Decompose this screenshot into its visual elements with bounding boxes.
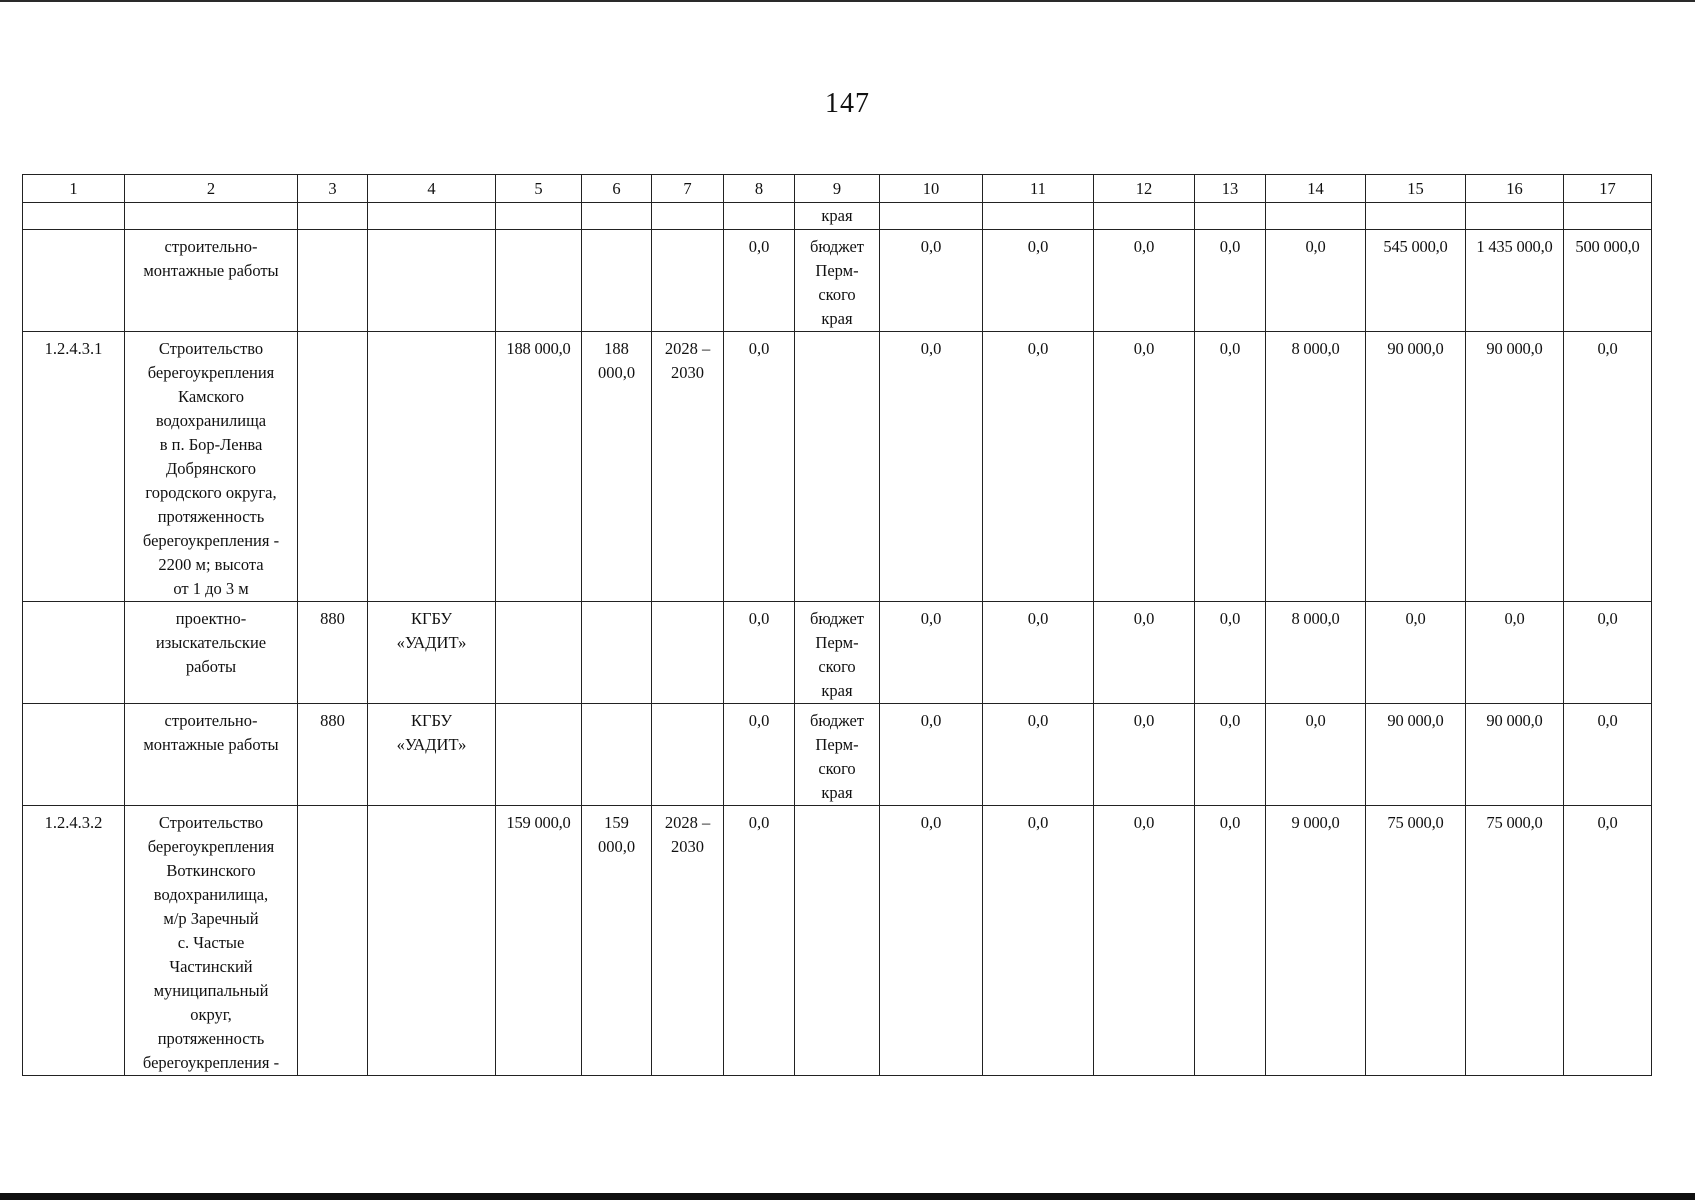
cell-line: монтажные работы (143, 261, 279, 280)
table-row (23, 230, 1652, 332)
table-cell-col-9 (795, 806, 880, 1076)
cell-line: КГБУ (410, 609, 453, 628)
table-row (23, 806, 1652, 1076)
table-cell-col-9 (795, 332, 880, 602)
cell-line: ского (818, 657, 856, 676)
table-cell-col-17: 0,0 (1564, 332, 1652, 602)
header-cell-6: 6 (582, 175, 652, 203)
cell-line: округ, (190, 1005, 232, 1024)
cell-line: берегоукрепления (147, 837, 275, 856)
scan-edge-top (0, 0, 1695, 2)
scan-edge-bottom (0, 1193, 1695, 1200)
table-cell-col-5: 159 000,0 (496, 806, 582, 1076)
budget-table (22, 174, 1652, 1076)
table-cell-col-15: 0,0 (1366, 602, 1466, 704)
cell-line: 000,0 (597, 837, 636, 856)
table-cell-col-6 (582, 332, 652, 602)
cell-line: 2030 (671, 363, 704, 382)
cell-line: м/р Заречный (163, 909, 259, 928)
table-cell-col-16: 75 000,0 (1466, 806, 1564, 1076)
table-cell-col-3: 880 (298, 704, 368, 806)
cell-line: ского (818, 759, 856, 778)
table-cell-col-7 (652, 230, 724, 332)
table-cell-col-8: 0,0 (724, 806, 795, 1076)
cell-line: Добрянского (166, 459, 256, 478)
table-cell-col-4 (368, 332, 496, 602)
cell-line: края (821, 309, 853, 328)
cell-line: 2030 (671, 837, 704, 856)
cell-line: 159 (604, 813, 629, 832)
cell-line: берегоукрепления - (142, 1053, 280, 1072)
table-cell-col-17: 0,0 (1564, 602, 1652, 704)
table-cell-col-8: 0,0 (724, 602, 795, 704)
table-cell-col-16: 0,0 (1466, 602, 1564, 704)
header-cell-7: 7 (652, 175, 724, 203)
continuation-source-cell: края (795, 203, 880, 230)
table-cell-col-11: 0,0 (983, 704, 1094, 806)
table-cell-col-3 (298, 332, 368, 602)
table-cell-col-3: 880 (298, 602, 368, 704)
cell-line: водохранилища (155, 411, 267, 430)
table-cell-col-11: 0,0 (983, 230, 1094, 332)
table-cell-col-13: 0,0 (1195, 230, 1266, 332)
cell-line: Строительство (158, 813, 264, 832)
header-row (23, 175, 1652, 203)
cell-line: строительно- (164, 237, 258, 256)
table-cell-col-2 (125, 704, 298, 806)
table-cell-col-2 (125, 806, 298, 1076)
table-cell-col-11: 0,0 (983, 332, 1094, 602)
header-cell-5: 5 (496, 175, 582, 203)
cell-line: Частинский (169, 957, 253, 976)
cell-line: 2200 м; высота (158, 555, 264, 574)
header-cell-13: 13 (1195, 175, 1266, 203)
cell-line: проектно- (175, 609, 247, 628)
table-cell-col-4 (368, 704, 496, 806)
table-body (23, 230, 1652, 1076)
cell-line: изыскательские (155, 633, 267, 652)
table-cell-col-12: 0,0 (1094, 704, 1195, 806)
table-cell-col-12: 0,0 (1094, 230, 1195, 332)
cell-line: с. Частые (177, 933, 245, 952)
table-cell-col-6 (582, 230, 652, 332)
table-cell-col-12: 0,0 (1094, 602, 1195, 704)
table-cell-col-4 (368, 230, 496, 332)
header-cell-9: 9 (795, 175, 880, 203)
header-cell-3: 3 (298, 175, 368, 203)
table-cell-col-1 (23, 602, 125, 704)
table-cell-col-15: 75 000,0 (1366, 806, 1466, 1076)
table-cell-col-7 (652, 704, 724, 806)
table-cell-col-7 (652, 602, 724, 704)
cell-line: строительно- (164, 711, 258, 730)
table-cell-col-6 (582, 602, 652, 704)
cell-line: бюджет (810, 609, 864, 628)
table-cell-col-14: 0,0 (1266, 704, 1366, 806)
table-cell-col-11: 0,0 (983, 602, 1094, 704)
header-cell-15: 15 (1366, 175, 1466, 203)
cell-line: протяженность (157, 1029, 265, 1048)
table-cell-col-5 (496, 602, 582, 704)
table-cell-col-10: 0,0 (880, 230, 983, 332)
table-cell-col-3 (298, 230, 368, 332)
table-cell-col-15: 545 000,0 (1366, 230, 1466, 332)
table-cell-col-16: 90 000,0 (1466, 704, 1564, 806)
table-cell-col-10: 0,0 (880, 704, 983, 806)
table-row (23, 704, 1652, 806)
table-cell-col-10: 0,0 (880, 806, 983, 1076)
table-cell-col-2 (125, 230, 298, 332)
table-cell-col-7 (652, 806, 724, 1076)
table-cell-col-13: 0,0 (1195, 806, 1266, 1076)
header-cell-16: 16 (1466, 175, 1564, 203)
table-cell-col-8: 0,0 (724, 230, 795, 332)
table-cell-col-14: 8 000,0 (1266, 332, 1366, 602)
cell-line: берегоукрепления (147, 363, 275, 382)
table-cell-col-11: 0,0 (983, 806, 1094, 1076)
table-cell-col-2 (125, 602, 298, 704)
cell-line: Перм- (815, 735, 859, 754)
cell-line: Камского (178, 387, 244, 406)
table-cell-col-17: 0,0 (1564, 806, 1652, 1076)
table-cell-col-16: 90 000,0 (1466, 332, 1564, 602)
table-cell-col-2 (125, 332, 298, 602)
table-cell-col-13: 0,0 (1195, 602, 1266, 704)
header-cell-4: 4 (368, 175, 496, 203)
header-cell-8: 8 (724, 175, 795, 203)
table-cell-col-15: 90 000,0 (1366, 332, 1466, 602)
header-cell-2: 2 (125, 175, 298, 203)
cell-line: 2028 – (664, 813, 711, 832)
cell-line: от 1 до 3 м (173, 579, 249, 598)
cell-line: 000,0 (597, 363, 636, 382)
cell-line: берегоукрепления - (142, 531, 280, 550)
table-cell-col-9 (795, 602, 880, 704)
cell-line: края (821, 783, 853, 802)
table-cell-col-5 (496, 230, 582, 332)
table-cell-col-8: 0,0 (724, 332, 795, 602)
table-cell-col-17: 0,0 (1564, 704, 1652, 806)
continuation-row (23, 203, 1652, 230)
table-cell-col-13: 0,0 (1195, 704, 1266, 806)
header-cell-17: 17 (1564, 175, 1652, 203)
header-cell-10: 10 (880, 175, 983, 203)
cell-line: 2028 – (664, 339, 711, 358)
table-cell-col-5 (496, 704, 582, 806)
header-cell-11: 11 (983, 175, 1094, 203)
table-cell-col-9 (795, 704, 880, 806)
cell-line: 188 (604, 339, 629, 358)
table-cell-col-10: 0,0 (880, 602, 983, 704)
page-number: 147 (825, 88, 870, 119)
cell-line: городского округа, (145, 483, 277, 502)
table-cell-col-12: 0,0 (1094, 806, 1195, 1076)
cell-line: монтажные работы (143, 735, 279, 754)
cell-line: водохранилища, (153, 885, 269, 904)
table-cell-col-13: 0,0 (1195, 332, 1266, 602)
table-cell-col-1: 1.2.4.3.1 (23, 332, 125, 602)
cell-line: края (821, 681, 853, 700)
cell-line: КГБУ (410, 711, 453, 730)
cell-line: Строительство (158, 339, 264, 358)
cell-line: Перм- (815, 261, 859, 280)
table-cell-col-8: 0,0 (724, 704, 795, 806)
table-cell-col-14: 9 000,0 (1266, 806, 1366, 1076)
table-cell-col-12: 0,0 (1094, 332, 1195, 602)
header-cell-1: 1 (23, 175, 125, 203)
table-cell-col-1 (23, 230, 125, 332)
cell-line: работы (185, 657, 237, 676)
table-cell-col-17: 500 000,0 (1564, 230, 1652, 332)
table-cell-col-3 (298, 806, 368, 1076)
table-cell-col-4 (368, 806, 496, 1076)
cell-line: в п. Бор-Ленва (159, 435, 263, 454)
table-cell-col-1: 1.2.4.3.2 (23, 806, 125, 1076)
table-cell-col-16: 1 435 000,0 (1466, 230, 1564, 332)
cell-line: «УАДИТ» (396, 633, 467, 652)
table-cell-col-6 (582, 806, 652, 1076)
table-cell-col-15: 90 000,0 (1366, 704, 1466, 806)
cell-line: Перм- (815, 633, 859, 652)
cell-line: бюджет (810, 711, 864, 730)
table-cell-col-7 (652, 332, 724, 602)
cell-line: муниципальный (153, 981, 269, 1000)
cell-line: ского (818, 285, 856, 304)
table-cell-col-5: 188 000,0 (496, 332, 582, 602)
table-cell-col-10: 0,0 (880, 332, 983, 602)
table-cell-col-14: 8 000,0 (1266, 602, 1366, 704)
table-row (23, 602, 1652, 704)
cell-line: бюджет (810, 237, 864, 256)
cell-line: Воткинского (166, 861, 256, 880)
table-cell-col-9 (795, 230, 880, 332)
table-cell-col-14: 0,0 (1266, 230, 1366, 332)
table-row (23, 332, 1652, 602)
cell-line: «УАДИТ» (396, 735, 467, 754)
cell-line: протяженность (157, 507, 265, 526)
header-cell-12: 12 (1094, 175, 1195, 203)
table-cell-col-4 (368, 602, 496, 704)
header-cell-14: 14 (1266, 175, 1366, 203)
table-cell-col-6 (582, 704, 652, 806)
table-cell-col-1 (23, 704, 125, 806)
